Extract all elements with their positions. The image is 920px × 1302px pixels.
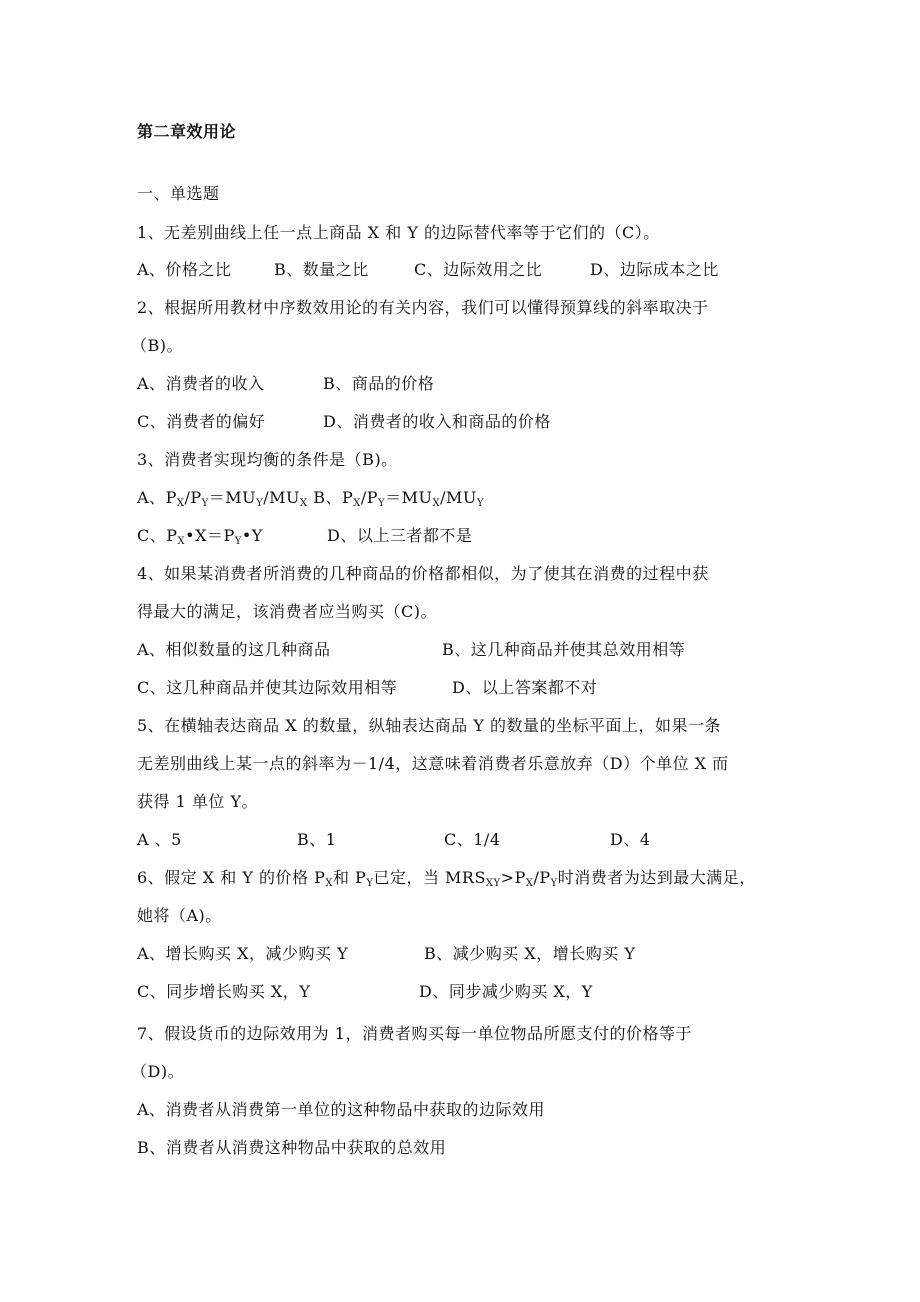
question-6-options-row-1 [137, 943, 635, 965]
question-1-options [137, 259, 719, 281]
option-d: D、以上三者都不是 [327, 526, 473, 545]
option-c: C、这几种商品并使其边际效用相等 [137, 678, 398, 697]
question-4-line-1: 4、如果某消费者所消费的几种商品的价格都相似，为了使其在消费的过程中获 [137, 564, 709, 583]
option-b: B、1 [297, 830, 337, 849]
option-a: A、增长购买 X，减少购买 Y [137, 944, 349, 963]
question-7-option-b: B、消费者从消费这种物品中获取的总效用 [137, 1138, 447, 1157]
option-b: B、减少购买 X，增长购买 Y [424, 944, 636, 963]
option-a: A、价格之比 [137, 260, 232, 279]
option-c: C、同步增长购买 X，Y [137, 982, 311, 1001]
section-heading: 一、单选题 [137, 184, 220, 203]
question-2-line-2: （B)。 [131, 336, 184, 355]
question-5-options [137, 829, 651, 851]
option-b: B、$P_X/P_Y=MU_X/MU_Y$ [307, 488, 485, 509]
question-2-options-row-2 [137, 411, 551, 433]
option-d: D、消费者的收入和商品的价格 [323, 412, 551, 431]
option-b: B、数量之比 [274, 260, 369, 279]
option-d: D、边际成本之比 [590, 260, 719, 279]
option-b: B、这几种商品并使其总效用相等 [442, 640, 686, 659]
option-a: A、相似数量的这几种商品 [137, 640, 331, 659]
question-4-options-row-2 [137, 677, 597, 699]
chapter-title: 第二章效用论 [137, 122, 237, 141]
question-6-options-row-2 [137, 981, 593, 1003]
option-b: B、商品的价格 [323, 374, 435, 393]
question-3-options-row-2 [137, 525, 472, 547]
question-6-line-1: 6、假定 X 和 Y 的价格 $P_X$和 $P_Y$已定，当 $MRS_{XY}>P_X/P_Y$时消费者为达到最大满足， [137, 868, 756, 889]
question-2-line-1: 2、根据所用教材中序数效用论的有关内容，我们可以懂得预算线的斜率取决于 [137, 298, 709, 317]
question-6-line-2: 她将（A)。 [137, 906, 222, 925]
option-c: C、消费者的偏好 [137, 412, 266, 431]
question-3-options-row-1 [137, 487, 484, 509]
option-d: D、以上答案都不对 [452, 678, 598, 697]
option-c: C、边际效用之比 [414, 260, 543, 279]
question-1: 1、无差别曲线上任一点上商品 X 和 Y 的边际替代率等于它们的（C）。 [137, 223, 660, 242]
question-3: 3、消费者实现均衡的条件是（B)。 [137, 450, 398, 469]
question-7-line-2: （D)。 [131, 1062, 185, 1081]
option-a: A、消费者的收入 [137, 374, 265, 393]
option-c: C、1/4 [444, 830, 501, 849]
question-7-option-a: A、消费者从消费第一单位的这种物品中获取的边际效用 [137, 1100, 546, 1119]
question-2-options-row-1 [137, 373, 434, 395]
question-5-line-2: 无差别曲线上某一点的斜率为－1/4，这意味着消费者乐意放弃（D）个单位 X 而 [137, 754, 729, 773]
option-a: A 、5 [137, 830, 182, 849]
question-4-line-2: 得最大的满足，该消费者应当购买（C)。 [137, 602, 437, 621]
question-7-line-1: 7、假设货币的边际效用为 1，消费者购买每一单位物品所愿支付的价格等于 [137, 1024, 692, 1043]
option-d: D、4 [610, 830, 651, 849]
option-c: C、$P_X•X=P_Y•Y$ [137, 526, 263, 547]
option-d: D、同步减少购买 X，Y [419, 982, 593, 1001]
question-4-options-row-1 [137, 639, 685, 661]
question-5-line-1: 5、在横轴表达商品 X 的数量，纵轴表达商品 Y 的数量的坐标平面上，如果一条 [137, 716, 721, 735]
question-5-line-3: 获得 1 单位 Y。 [137, 792, 259, 811]
option-a: A、$P_X/P_Y=MU_Y/MU_X$ [137, 488, 308, 509]
